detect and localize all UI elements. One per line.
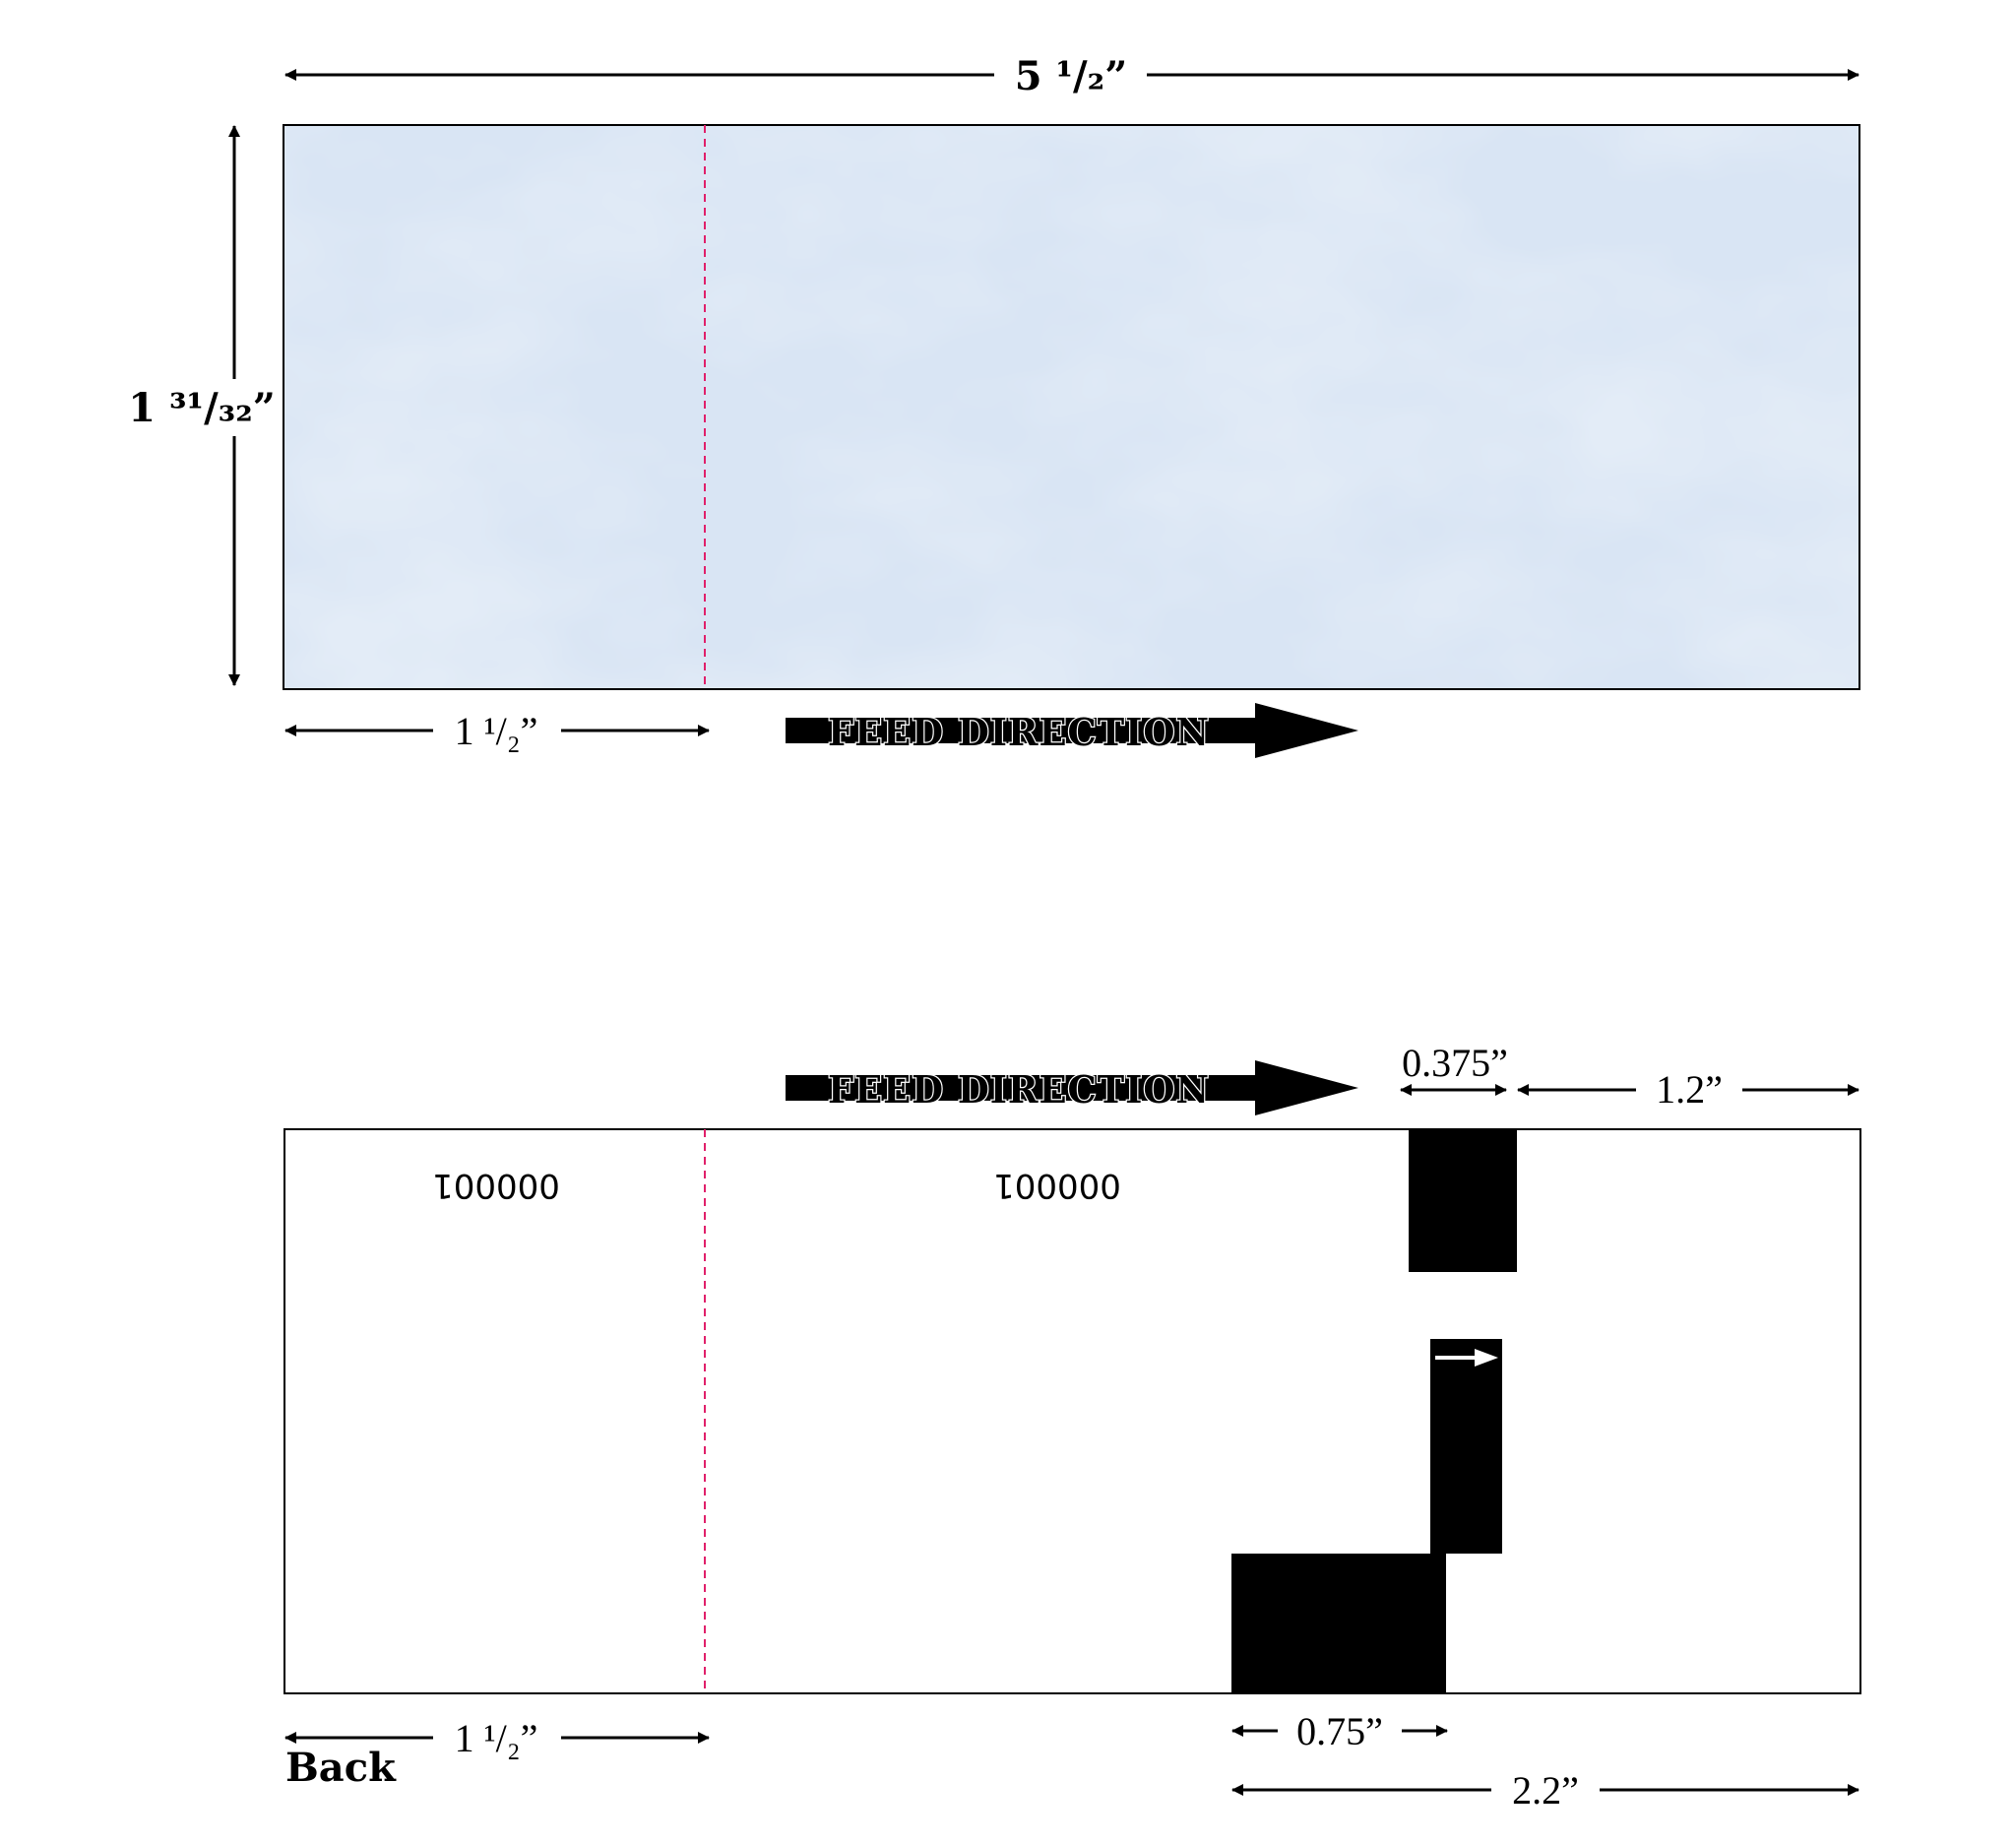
bottom-mark-label: 0.75” [1296, 1709, 1383, 1753]
stub-label: 1 ¹/₂” [454, 709, 538, 753]
back-ticket [284, 1129, 1860, 1693]
height-label: 1 ³¹/₃₂” [128, 385, 276, 431]
front-view [128, 53, 1859, 758]
right-margin-dimension [1518, 1067, 1858, 1112]
sensor-mark-top [1409, 1129, 1517, 1272]
total-right-dimension [1232, 1768, 1858, 1813]
mark-width-dimension [1401, 1041, 1508, 1090]
right-margin-label: 1.2” [1656, 1067, 1723, 1112]
serial-number-main: 000001 [993, 1166, 1121, 1205]
back-feed-direction-arrow [786, 1060, 1358, 1115]
width-dimension [285, 53, 1858, 99]
back-side-label: Back [285, 1745, 396, 1791]
feed-direction-arrow [786, 703, 1358, 758]
total-right-label: 2.2” [1512, 1768, 1579, 1813]
stub-dimension [285, 709, 709, 753]
mark-width-label: 0.375” [1402, 1041, 1508, 1085]
feed-direction-label: FEED DIRECTION [828, 710, 1210, 754]
back-view [284, 1041, 1860, 1813]
cloud-texture [284, 125, 1859, 689]
width-label: 5 ¹/₂” [1014, 53, 1128, 99]
sensor-mark-middle [1430, 1339, 1502, 1554]
sensor-mark-bottom [1231, 1554, 1446, 1693]
back-stub-label: 1 ¹/₂” [454, 1716, 538, 1760]
front-ticket [284, 125, 1859, 689]
bottom-mark-dimension [1232, 1709, 1447, 1753]
serial-number-stub: 000001 [432, 1166, 560, 1205]
back-feed-direction-label: FEED DIRECTION [828, 1067, 1210, 1112]
height-dimension [128, 126, 275, 685]
